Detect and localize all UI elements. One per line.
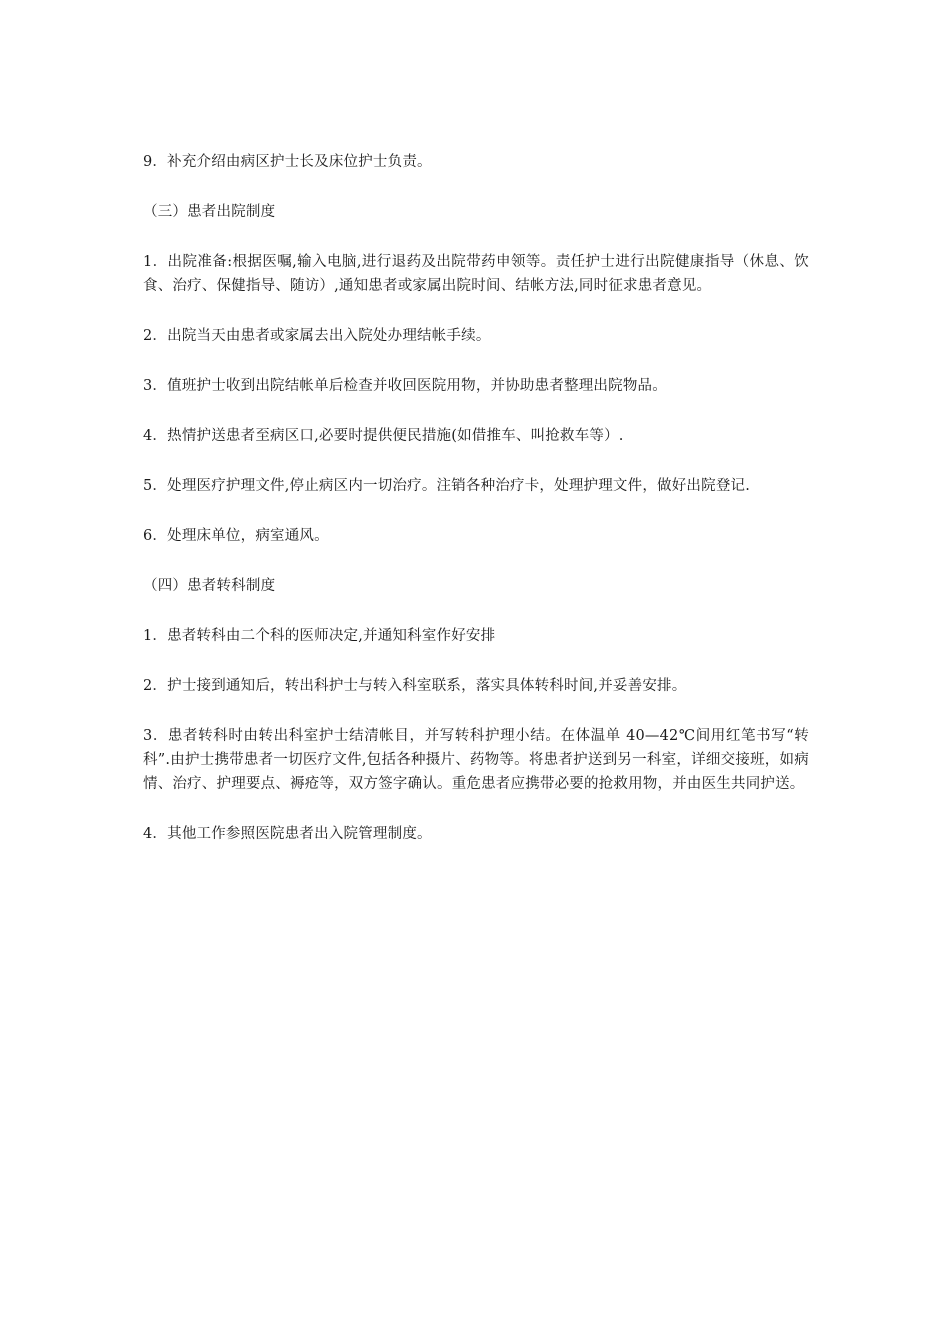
paragraph-transfer-4: 4．其他工作参照医院患者出入院管理制度。: [143, 826, 432, 842]
paragraph-discharge-5: 5．处理医疗护理文件,停止病区内一切治疗。注销各种治疗卡，处理护理文件，做好出院登记.: [143, 478, 751, 494]
paragraph-discharge-4: 4．热情护送患者至病区口,必要时提供便民措施(如借推车、叫抢救车等）.: [143, 428, 624, 444]
paragraph-item-9: 9．补充介绍由病区护士长及床位护士负责。: [143, 154, 432, 170]
section-heading-transfer: （四）患者转科制度: [143, 578, 276, 594]
paragraph-discharge-2: 2．出院当天由患者或家属去出入院处办理结帐手续。: [143, 328, 491, 344]
section-heading-discharge: （三）患者出院制度: [143, 204, 276, 220]
paragraph-discharge-1: 1．出院准备:根据医嘱,输入电脑,进行退药及出院带药申领等。责任护士进行出院健康指导（休息、饮食、治疗、保健指导、随访）,通知患者或家属出院时间、结帐方法,同时征求患者意见。: [143, 254, 809, 294]
paragraph-transfer-2: 2．护士接到通知后，转出科护士与转入科室联系，落实具体转科时间,并妥善安排。: [143, 678, 687, 694]
paragraph-transfer-3: 3．患者转科时由转出科室护士结清帐目，并写转科护理小结。在体温单 40—42℃间用红笔书写“转科”.由护士携带患者一切医疗文件,包括各种摄片、药物等。将患者护送到另一科室，详细交接班，如病情、治疗、护理要点、褥疮等，双方签字确认。重危患者应携带必要的抢救用物，并由医生共同护送。: [143, 728, 809, 792]
paragraph-discharge-3: 3．值班护士收到出院结帐单后检查并收回医院用物，并协助患者整理出院物品。: [143, 378, 667, 394]
document-body: [143, 150, 809, 872]
paragraph-discharge-6: 6．处理床单位，病室通风。: [143, 528, 329, 544]
paragraph-transfer-1: 1．患者转科由二个科的医师决定,并通知科室作好安排: [143, 628, 496, 644]
